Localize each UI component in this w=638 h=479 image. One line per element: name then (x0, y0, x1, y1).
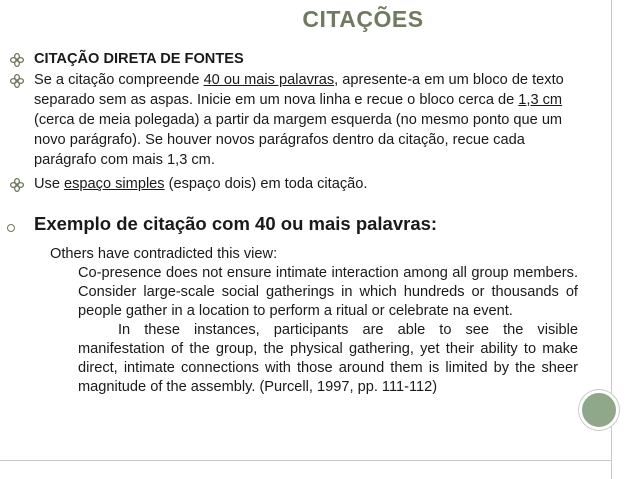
spacing-text-part-2: (espaço dois) em toda citação. (164, 176, 368, 192)
block-quote-paragraph-1: Co-presence does not ensure intimate interaction among all group members. Consider large-scale social gatherings in which hundreds or thousands of people gather in a location to perform a ritual or celebrate na event. (78, 265, 578, 319)
rule-underlined-indent: 1,3 cm (518, 92, 563, 108)
sub-bullet-circle-icon (7, 224, 15, 232)
quote-intro: Others have contradicted this view: (50, 246, 278, 262)
bullet-block-quote-rule (34, 70, 579, 170)
block-quote-paragraph-2: In these instances, participants are able to see the visible manifestation of the group, the physical gathering, yet their ability to make direct, intimate connections with those around them is limited by the sheer magnitude of the assembly. (Purcell, 1997, pp. 111-112) (78, 322, 578, 395)
bullet-quatrefoil-icon (10, 53, 24, 67)
rule-underlined-40-words: 40 ou mais palavras (203, 72, 335, 88)
slide-frame-bottom-border (0, 460, 611, 461)
bullet-heading-direct-quote: CITAÇÃO DIRETA DE FONTES (34, 51, 244, 67)
spacing-text-part-1: Use (34, 176, 65, 192)
rule-text-part-2: , apresente-a em um bloco de texto separado sem as aspas. Inicie em um nova linha e recue o bloco cerca de (34, 72, 564, 108)
bullet-spacing-rule (34, 174, 367, 194)
spacing-underlined-simple: espaço simples (64, 176, 165, 192)
bullet-quatrefoil-icon (10, 74, 24, 88)
example-heading: Exemplo de citação com 40 ou mais palavras: (34, 213, 438, 234)
bullet-quatrefoil-icon (10, 178, 24, 192)
rule-text-part-3: (cerca de meia polegada) a partir da margem esquerda (no mesmo ponto que um novo parágrafo). Se houver novos parágrafos dentro da citação, recue cada parágrafo com mais 1,3 cm. (34, 112, 563, 168)
block-quote (78, 264, 578, 397)
slide-title: CITAÇÕES (302, 6, 424, 32)
rule-text-part-1: Se a citação compreende (34, 72, 204, 88)
decorative-circle (579, 390, 619, 430)
